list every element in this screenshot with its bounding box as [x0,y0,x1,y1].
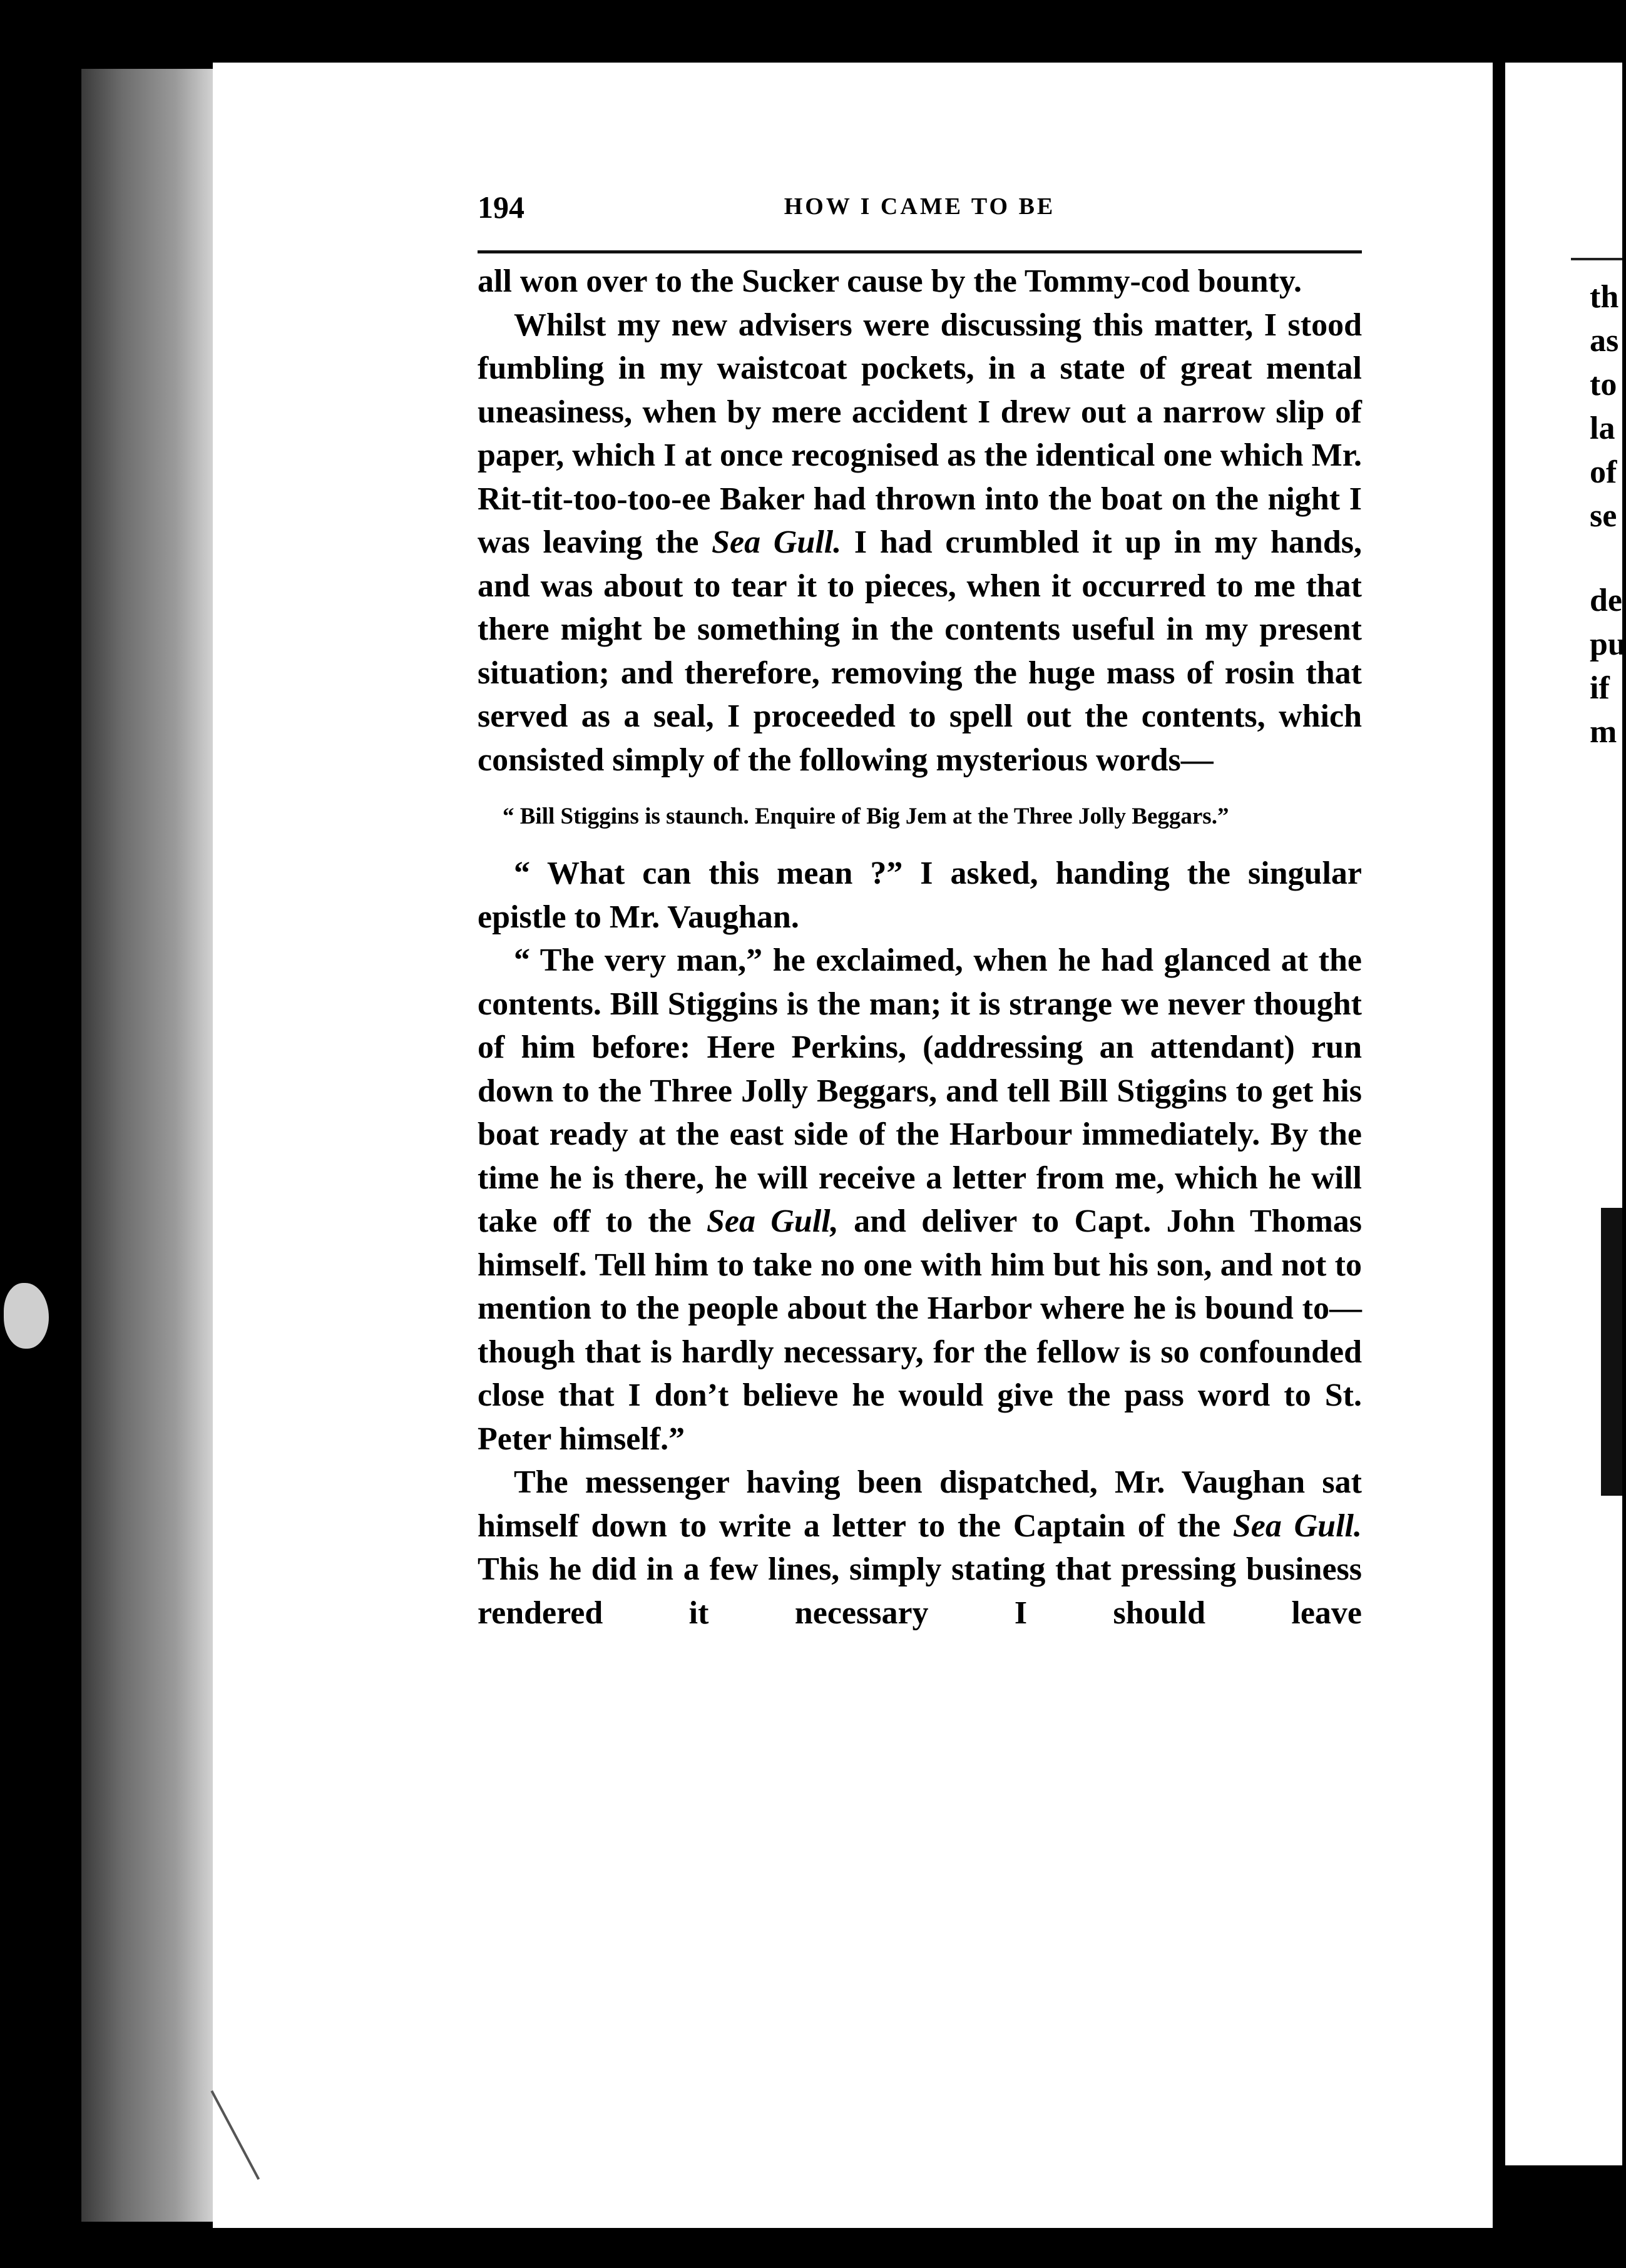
paragraph-4-text: “ The very man,” he exclaimed, when he had glanced at the contents. Bill Stiggins is the man; it is strange we never thought of him before: Here Perkins, (addressing an attendant) run down to the Three Jolly Beggars, and tell Bill Stiggins to get his boat ready at the east side of the Harbour immediately. By the time he is there, he will receive a letter from me, which he will take off to the [478,942,1362,1239]
right-page-dark-mark [1601,1208,1622,1496]
header-rule [478,250,1362,253]
paragraph-5-rest: This he did in a few lines, simply stating that pressing business rendered it necessary I should leave [478,1551,1362,1631]
running-title: HOW I CAME TO BE [784,193,1056,220]
body-text [478,260,1362,1635]
paragraph-4-ship-name: Sea Gull, [707,1203,839,1239]
quoted-note: “ Bill Stiggins is staunch. Enquire of Big Jem at the Three Jolly Beggars.” [503,804,1229,829]
paragraph-4 [478,939,1362,1461]
scan-blotch [4,1283,49,1349]
right-page-fragment: de [1590,583,1622,618]
right-page-fragment: th [1590,279,1619,315]
right-page-rule [1571,258,1622,260]
right-page-fragment: as [1590,323,1619,359]
page-edge-shadow [81,69,216,2222]
right-page-fragment: la [1590,411,1615,446]
right-page-fragment: if [1590,670,1610,706]
paragraph-3: “ What can this mean ?” I asked, handing the singular epistle to Mr. Vaughan. [478,856,1362,935]
paragraph-1: all won over to the Sucker cause by the Tommy-cod bounty. [478,263,1302,299]
right-page-fragment: se [1590,498,1617,534]
right-page-fragment: pu [1590,626,1626,662]
right-page-fragment: of [1590,454,1617,490]
paragraph-2-rest: I had crumbled it up in my hands, and was about to tear it to pieces, when it occurred to me that there might be something in the contents useful in my present situation; and therefore, removing the huge mass of rosin that served as a seal, I proceeded to spell out the contents, which consisted simply of the following mysterious words— [478,524,1363,778]
paragraph-5-text: The messenger having been dispatched, Mr. Vaughan sat himself down to write a letter to the Captain of the [478,1464,1362,1544]
paragraph-5 [478,1461,1362,1635]
right-page-fragment: m [1590,714,1617,750]
paragraph-2-ship-name: Sea Gull. [712,524,842,560]
paragraph-2 [478,304,1362,782]
running-head [478,188,1362,227]
paragraph-4-rest: and deliver to Capt. John Thomas himself. Tell him to take no one with him but his son, and not to mention to the people about the Harbor where he is bound to—though that is hardly necessary, for the fellow is so confounded close that I don’t believe he would give the pass word to St. Peter himself.” [478,1203,1362,1457]
paragraph-2-text: Whilst my new advisers were discussing this matter, I stood fumbling in my waistcoat pockets, in a state of great mental uneasiness, when by mere accident I drew out a narrow slip of paper, which I at once recognised as the identical one which Mr. Rit-tit-too-too-ee Baker had thrown into the boat on the night I was leaving the [478,307,1362,560]
right-page-fragment: to [1590,367,1617,402]
page-number: 194 [478,190,524,225]
paragraph-5-ship-name: Sea Gull. [1232,1508,1362,1544]
